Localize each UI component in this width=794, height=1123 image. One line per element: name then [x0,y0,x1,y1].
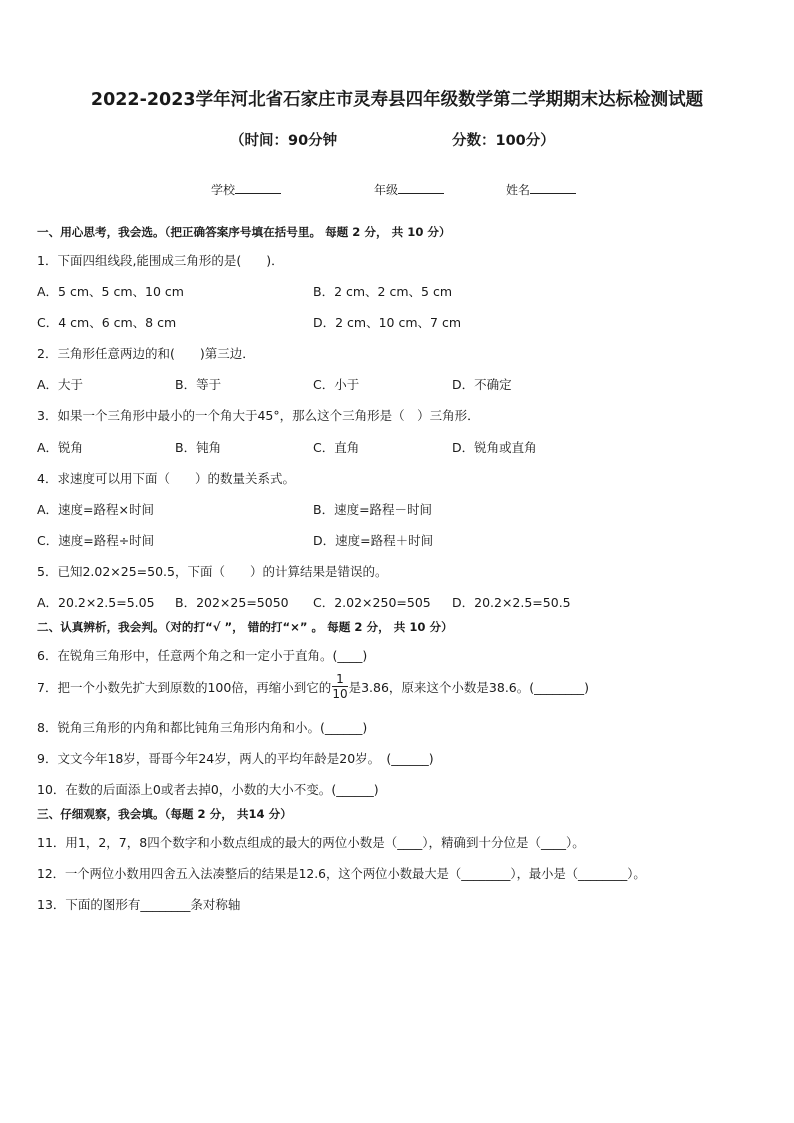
grade-label: 年级 [374,183,399,197]
section-2-heading: 二、认真辨析，我会判。（对的打“√ ”， 错的打“×” 。 每题 2 分， 共 10 分） [37,620,453,634]
section-1-heading: 一、用心思考，我会选。（把正确答案序号填在括号里。 每题 2 分， 共 10 分） [37,225,451,239]
q7-text-before: 7．把一个小数先扩大到原数的100倍，再缩小到它的 [37,679,332,695]
exam-score: 分数：100分） [452,133,555,149]
q5-option-c: C．2.02×250=505 [313,595,431,610]
q4-option-a: A．速度=路程×时间 [37,502,154,517]
question-5: 5．已知2.02×25=50.5，下面（ ）的计算结果是错误的。 [37,564,388,579]
q7-text-after: 是3.86，原来这个小数是38.6。(________) [348,679,590,695]
q2-option-a: A．大于 [37,377,84,392]
exam-time: （时间：90分钟 [230,133,338,149]
question-2: 2．三角形任意两边的和( )第三边． [37,346,255,361]
question-12: 12．一个两位小数用四舍五入法凑整后的结果是12.6，这个两位小数最大是（________），最小是（________）。 [37,867,646,881]
q3-option-c: C．直角 [313,440,360,455]
q2-option-d: D．不确定 [452,377,512,392]
q7-fraction [332,672,347,701]
q2-option-b: B．等于 [175,377,222,392]
q5-option-d: D．20.2×2.5=50.5 [452,595,571,610]
name-field[interactable] [506,181,576,198]
school-blank[interactable] [235,181,281,194]
page-title: 2022-2023学年河北省石家庄市灵寿县四年级数学第二学期期末达标检测试题 [90,90,704,110]
question-4: 4．求速度可以用下面（ ）的数量关系式。 [37,471,295,486]
question-11: 11．用1，2，7，8四个数字和小数点组成的最大的两位小数是（____），精确到十分位是（____）。 [37,835,585,850]
q3-option-d: D．锐角或直角 [452,440,537,455]
question-10: 10．在数的后面添上0或者去掉0，小数的大小不变。(______) [37,782,379,797]
q3-option-b: B．钝角 [175,440,222,455]
name-label: 姓名 [506,183,531,197]
q1-option-a: A．5 cm、5 cm、10 cm [37,284,184,299]
q7-fraction-numerator: 1 [332,672,347,687]
q1-option-b: B．2 cm、2 cm、5 cm [313,284,453,299]
name-blank[interactable] [530,181,576,194]
q7-fraction-denominator: 10 [332,687,348,701]
q4-option-d: D．速度=路程＋时间 [313,533,434,548]
question-9: 9．文文今年18岁，哥哥今年24岁，两人的平均年龄是20岁。 (______) [37,751,434,766]
question-8: 8．锐角三角形的内角和都比钝角三角形内角和小。(______) [37,720,368,735]
school-field[interactable] [211,181,281,198]
question-1: 1．下面四组线段,能围成三角形的是( )． [37,253,284,268]
question-13: 13．下面的图形有________条对称轴 [37,897,241,912]
section-3-heading: 三、仔细观察，我会填。（每题 2 分， 共14 分） [37,807,292,821]
q4-option-b: B．速度=路程－时间 [313,502,433,517]
q3-option-a: A．锐角 [37,440,84,455]
q1-option-c: C．4 cm、6 cm、8 cm [37,315,177,330]
q2-option-c: C．小于 [313,377,360,392]
question-7 [37,672,589,701]
question-6: 6．在锐角三角形中，任意两个角之和一定小于直角。(____) [37,648,368,663]
q4-option-c: C．速度=路程÷时间 [37,533,155,548]
grade-field[interactable] [374,181,444,198]
school-label: 学校 [211,183,236,197]
q1-option-d: D．2 cm、10 cm、7 cm [313,315,462,330]
grade-blank[interactable] [398,181,444,194]
question-3: 3．如果一个三角形中最小的一个角大于45°，那么这个三角形是（ ）三角形． [37,408,480,423]
q5-option-b: B．202×25=5050 [175,595,289,610]
q5-option-a: A．20.2×2.5=5.05 [37,595,155,610]
